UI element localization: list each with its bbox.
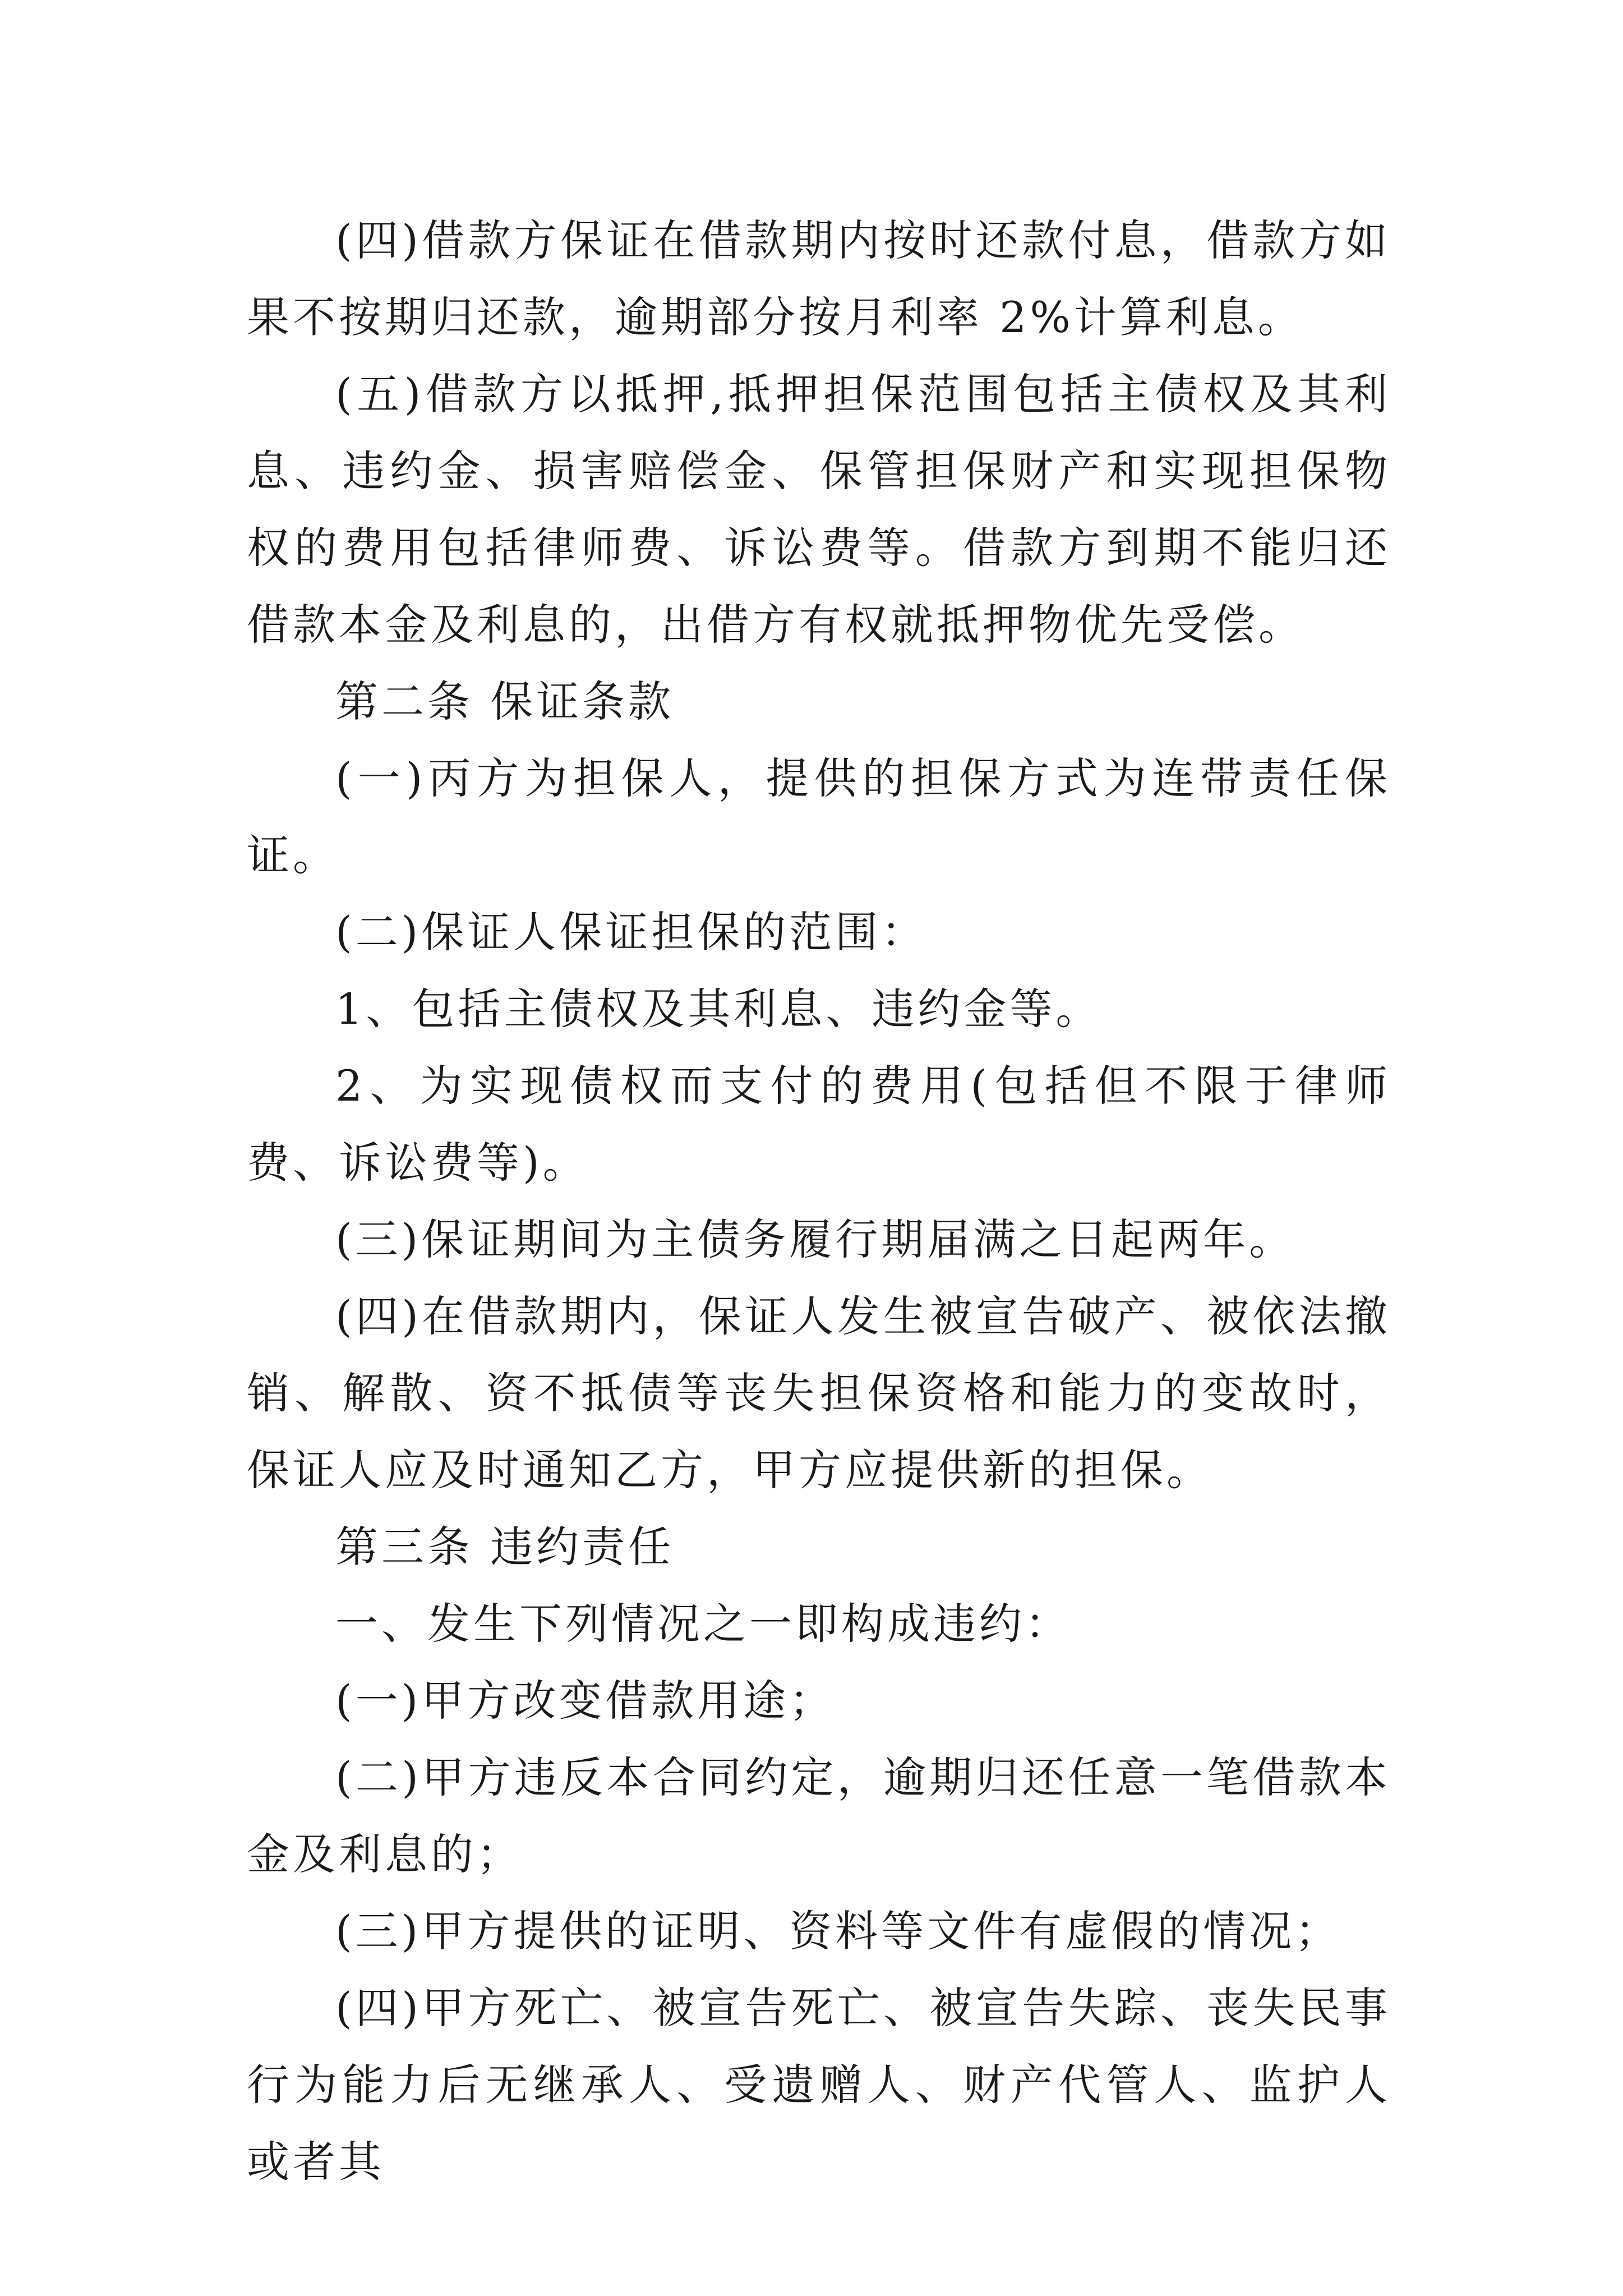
section-heading-guarantee: 第二条 保证条款 [335, 677, 675, 726]
breach-item-4: (四)甲方死亡、被宣告死亡、被宣告失踪、丧失民事行为能力后无继承人、受遗赠人、财产代管人、监护人或者其 [247, 1983, 1391, 2187]
breach-item-2: (二)甲方违反本合同约定，逾期归还任意一笔借款本金及利息的； [247, 1752, 1391, 1879]
paragraph-repayment-guarantee: (四)借款方保证在借款期内按时还款付息，借款方如果不按期归还款，逾期部分按月利率 2%计算利息。 [247, 215, 1391, 342]
list-item-2: 2、为实现债权而支付的费用(包括但不限于律师费、诉讼费等)。 [247, 1061, 1391, 1188]
paragraph-mortgage-scope: (五)借款方以抵押,抵押担保范围包括主债权及其利息、违约金、损害赔偿金、保管担保财产和实现担保物权的费用包括律师费、诉讼费等。借款方到期不能归还借款本金及利息的，出借方有权就抵押物优先受偿。 [247, 369, 1391, 650]
paragraph-breach-intro: 一、发生下列情况之一即构成违约： [335, 1599, 1071, 1649]
paragraph-guarantee-scope: (二)保证人保证担保的范围： [335, 907, 928, 957]
paragraph-guarantee-period: (三)保证期间为主债务履行期届满之日起两年。 [335, 1214, 1295, 1264]
document-body [247, 202, 1391, 2200]
paragraph-guarantor: (一)丙方为担保人，提供的担保方式为连带责任保证。 [247, 753, 1391, 880]
breach-item-1: (一)甲方改变借款用途； [335, 1676, 836, 1726]
section-heading-liability: 第三条 违约责任 [335, 1522, 675, 1572]
breach-item-3: (三)甲方提供的证明、资料等文件有虚假的情况； [335, 1906, 1341, 1956]
paragraph-guarantor-change: (四)在借款期内，保证人发生被宣告破产、被依法撤销、解散、资不抵债等丧失担保资格和能力的变故时，保证人应及时通知乙方，甲方应提供新的担保。 [247, 1291, 1391, 1495]
list-item-1: 1、包括主债权及其利息、违约金等。 [335, 984, 1102, 1034]
